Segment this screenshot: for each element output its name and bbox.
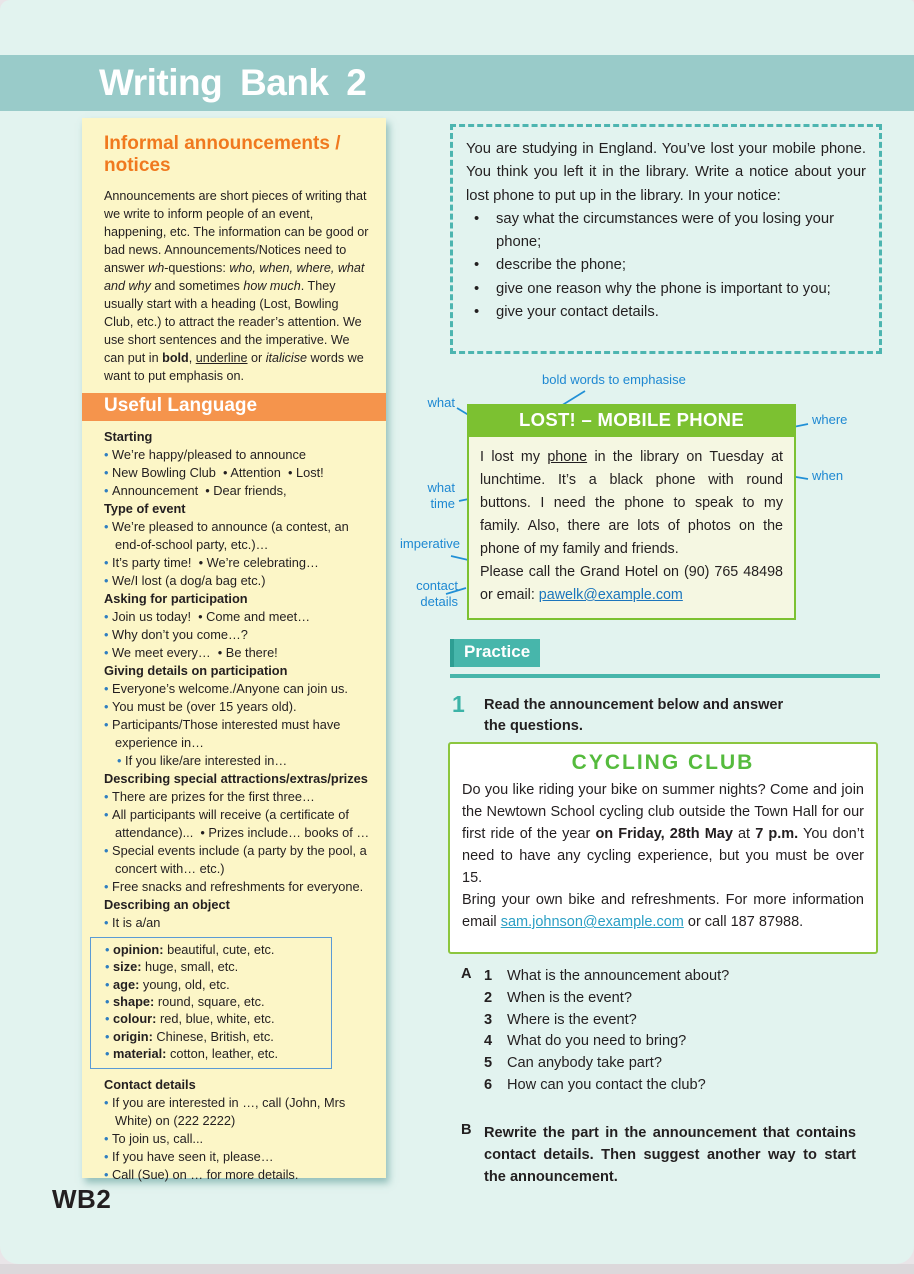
notice-text: at <box>732 826 756 842</box>
useful-language-section <box>104 500 370 590</box>
practice-divider <box>450 674 880 678</box>
useful-language-section <box>104 590 370 662</box>
annotation-contact-details: contact details <box>416 578 458 609</box>
adjective-item <box>105 1045 325 1062</box>
section-title: Contact details <box>104 1076 196 1092</box>
question-group-a-label: A <box>461 966 472 982</box>
question-list <box>484 966 729 1097</box>
adjective-item <box>105 976 325 993</box>
annotation-bold-words: bold words to emphasise <box>542 372 686 387</box>
adjective-label: origin: <box>113 1028 153 1044</box>
object-adjectives-box <box>90 937 332 1069</box>
adjective-label: age: <box>113 976 140 992</box>
intro-seg: Announcements are short pieces of writing that we write to inform people of an event, happening, etc. The information can be good or bad news. Announcements/Notices need to answer <box>104 188 369 275</box>
adjective-label: size: <box>113 959 142 975</box>
question-text: When is the event? <box>507 989 632 1006</box>
adjective-text: red, blue, white, etc. <box>156 1011 275 1027</box>
useful-language-section <box>104 770 370 896</box>
section-list <box>104 1094 370 1184</box>
section-title: Asking for participation <box>104 590 248 606</box>
adjective-text: round, square, etc. <box>154 993 265 1009</box>
question-row <box>484 1031 729 1053</box>
useful-language-section <box>104 428 370 500</box>
list-item: • New Bowling Club • Attention • Lost! <box>104 464 370 482</box>
section-list <box>104 608 370 662</box>
question-row <box>484 1010 729 1032</box>
notice-text: Bring your own bike and refreshments. For more information email <box>462 892 864 930</box>
contact-details-section <box>104 1076 370 1184</box>
list-item: • We’re happy/pleased to announce <box>104 446 370 464</box>
list-item: • Announcement • Dear friends, <box>104 482 370 500</box>
question-text: Where is the event? <box>507 1011 637 1028</box>
page-bottom-strip <box>0 1264 914 1274</box>
adjective-label: material: <box>113 1046 167 1062</box>
question-text: What is the announcement about? <box>507 968 730 984</box>
adjective-item <box>105 1028 325 1045</box>
section-list <box>104 788 370 896</box>
notice-text: or call 187 87988. <box>683 914 804 930</box>
list-item: • You must be (over 15 years old). <box>104 698 370 716</box>
example-notice <box>467 404 796 620</box>
useful-language-section <box>104 896 370 932</box>
list-item: • Participants/Those interested must have experience in… <box>104 716 370 752</box>
list-item: • To join us, call... <box>104 1130 370 1148</box>
question-row <box>484 1075 729 1097</box>
practice-badge: Practice <box>450 639 540 667</box>
intro-seg: who, when, where, what and why <box>104 260 365 293</box>
section-title: Describing special attractions/extras/prizes <box>104 770 368 786</box>
intro-seg: italicise <box>265 350 308 365</box>
list-item: • There are prizes for the first three… <box>104 788 370 806</box>
cycling-club-paragraph <box>462 779 864 889</box>
section-title: Describing an object <box>104 896 230 912</box>
adjective-label: opinion: <box>113 941 164 957</box>
adjective-item <box>105 958 325 975</box>
notice-text: You don’t need to have any cycling experience, but you must be over 15. <box>462 826 864 886</box>
list-item: • Call (Sue) on … for more details. <box>104 1166 370 1184</box>
header-band <box>0 55 914 111</box>
panel-heading: Informal announcements / notices <box>104 133 341 176</box>
adjective-text: huge, small, etc. <box>141 959 239 975</box>
adjective-item <box>105 993 325 1010</box>
notice-text: I lost my <box>480 449 548 465</box>
question-number: 5 <box>484 1055 493 1072</box>
question-row <box>484 1053 729 1075</box>
adjective-text: beautiful, cute, etc. <box>163 941 275 957</box>
annotation-where: where <box>812 412 848 427</box>
page-number: WB2 <box>52 1184 112 1214</box>
adjective-text: Chinese, British, etc. <box>152 1028 274 1044</box>
notice-bold-text: on Friday, 28th May <box>595 826 733 842</box>
notice-contact-line <box>480 561 783 607</box>
intro-seg: how much <box>243 278 301 293</box>
question-row <box>484 988 729 1010</box>
adjective-text: young, old, etc. <box>139 976 230 992</box>
task-intro: You are studying in England. You’ve lost your mobile phone. You think you left it in the library. Write a notice about your lost phone to put up in the library. In your notice: <box>466 141 866 204</box>
cycling-club-title: CYCLING CLUB <box>571 751 755 774</box>
question-group-b-label: B <box>461 1122 472 1138</box>
section-list <box>104 518 370 590</box>
useful-language-banner: Useful Language <box>82 393 386 421</box>
adjective-text: cotton, leather, etc. <box>166 1046 279 1062</box>
intro-seg: bold <box>162 350 189 365</box>
intro-seg: words we want to put emphasis on. <box>104 350 364 383</box>
theory-panel <box>82 118 386 1182</box>
question-number: 2 <box>484 989 493 1006</box>
section-list <box>104 914 370 932</box>
list-item: • Join us today! • Come and meet… <box>104 608 370 626</box>
list-item: • We’re pleased to announce (a contest, an end-of-school party, etc.)… <box>104 518 370 554</box>
list-item: • If you have seen it, please… <box>104 1148 370 1166</box>
list-item: • If you are interested in …, call (John, Mrs White) on (222 2222) <box>104 1094 370 1130</box>
annotation-when: when <box>812 468 844 483</box>
adjective-item <box>105 941 325 958</box>
section-list <box>104 680 370 770</box>
task-bullet-list <box>466 208 866 324</box>
adjective-label: colour: <box>113 1011 157 1027</box>
exercise-instruction: Read the announcement below and answer the questions. <box>484 697 784 734</box>
section-title: Giving details on participation <box>104 662 288 678</box>
list-item: • All participants will receive (a certificate of attendance)... • Prizes include… books of … <box>104 806 370 842</box>
annotation-imperative: imperative <box>400 536 460 551</box>
task-b-text: Rewrite the part in the announcement that contains contact details. Then suggest another way to start the announcement. <box>484 1125 856 1185</box>
adjective-label: shape: <box>113 993 155 1009</box>
annotation-what-time: what time <box>427 480 455 511</box>
intro-seg: -questions: <box>164 260 230 275</box>
list-item: • If you like/are interested in… <box>104 752 370 770</box>
cycling-club-notice <box>448 742 878 954</box>
intro-seg: and sometimes <box>150 278 244 293</box>
example-notice-body <box>467 437 796 620</box>
list-item: • It is a/an <box>104 914 370 932</box>
useful-language-section <box>104 662 370 770</box>
section-title: Starting <box>104 428 153 444</box>
cycling-club-paragraph <box>462 889 864 933</box>
task-bullet: • say what the circumstances were of you losing your phone; <box>466 208 866 255</box>
question-number: 1 <box>484 968 493 984</box>
adjective-item <box>105 1010 325 1027</box>
section-list <box>104 446 370 500</box>
question-text: Can anybody take part? <box>507 1055 662 1072</box>
notice-underlined-word: phone <box>547 449 588 465</box>
question-number: 4 <box>484 1033 493 1050</box>
section-title: Type of event <box>104 500 186 516</box>
intro-seg: wh <box>148 260 165 275</box>
list-item: • It’s party time! • We’re celebrating… <box>104 554 370 572</box>
list-item: • Free snacks and refreshments for everyone. <box>104 878 370 896</box>
panel-intro <box>104 187 370 385</box>
intro-seg: underline <box>195 350 248 365</box>
notice-text: in the library on Tuesday at lunchtime. It’s a black phone with round buttons. I need the phone to speak to my family. Also, there are lots of photos on the phone of my family and friends. <box>480 449 783 557</box>
list-item: • Special events include (a party by the pool, a concert with… etc.) <box>104 842 370 878</box>
intro-seg: , <box>188 350 196 365</box>
example-notice-heading: LOST! – MOBILE PHONE <box>467 404 796 437</box>
email-link[interactable]: sam.johnson@example.com <box>500 914 684 930</box>
question-number: 6 <box>484 1076 493 1093</box>
list-item: • Why don’t you come…? <box>104 626 370 644</box>
list-item: • We/I lost (a dog/a bag etc.) <box>104 572 370 590</box>
task-bullet: • give your contact details. <box>466 301 866 324</box>
question-row <box>484 966 729 988</box>
intro-seg: . They usually start with a heading (Lost, Bowling Club, etc.) to attract the reader’s attention. We use short sentences and the imperative. We can put in <box>104 278 362 365</box>
intro-seg: or <box>247 350 266 365</box>
exercise-number: 1 <box>452 691 465 717</box>
question-text: What do you need to bring? <box>507 1033 687 1050</box>
writing-task-box <box>450 124 882 354</box>
notice-text: Please call the Grand Hotel on (90) 765 48498 or email: <box>480 564 783 603</box>
question-text: How can you contact the club? <box>507 1076 706 1093</box>
list-item: • Everyone’s welcome./Anyone can join us. <box>104 680 370 698</box>
email-link[interactable]: pawelk@example.com <box>538 587 683 603</box>
annotation-what: what <box>427 395 455 410</box>
task-bullet: • describe the phone; <box>466 254 866 277</box>
task-bullet: • give one reason why the phone is important to you; <box>466 278 866 301</box>
page-title: Writing Bank 2 <box>99 62 367 103</box>
list-item: • We meet every… • Be there! <box>104 644 370 662</box>
notice-bold-text: 7 p.m. <box>755 826 799 842</box>
question-number: 3 <box>484 1011 493 1028</box>
notice-text: Do you like riding your bike on summer nights? Come and join the Newtown School cycling club outside the Town Hall for our first ride of the year <box>462 782 864 842</box>
